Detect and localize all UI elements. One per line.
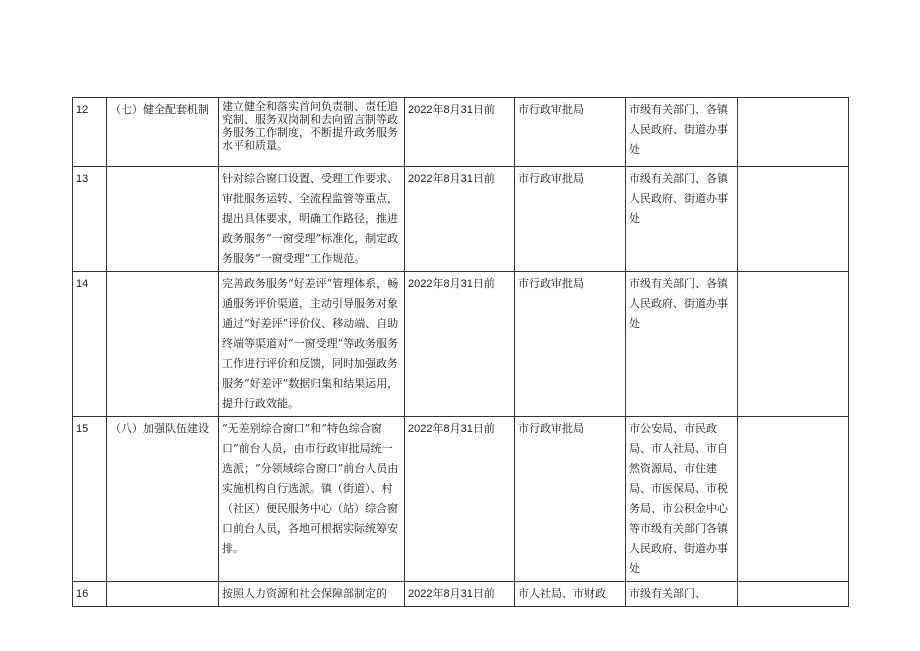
task-table: [72, 97, 849, 607]
task-category: （八）加强队伍建设: [107, 417, 219, 582]
cooperating-units: 市级有关部门、: [626, 582, 738, 607]
table-row: [73, 582, 849, 607]
table-row: [73, 167, 849, 272]
row-number: 13: [73, 167, 107, 272]
task-category: [107, 167, 219, 272]
task-category: （七）健全配套机制: [107, 98, 219, 167]
row-number: 16: [73, 582, 107, 607]
deadline: 2022年8月31日前: [405, 417, 515, 582]
cooperating-units: 市公安局、市民政局、市人社局、市自然资源局、市住建局、市医保局、市税务局、市公积金中心等市级有关部门各镇人民政府、街道办事处: [626, 417, 738, 582]
notes-cell: [738, 582, 849, 607]
lead-unit: 市行政审批局: [515, 272, 626, 417]
notes-cell: [738, 272, 849, 417]
task-content: 建立健全和落实首问负责制、责任追究制、服务双岗制和去向留言制等政务服务工作制度，不断提升政务服务水平和质量。: [219, 98, 405, 167]
table-row: [73, 417, 849, 582]
task-category: [107, 272, 219, 417]
row-number: 12: [73, 98, 107, 167]
task-content: 完善政务服务“好差评”管理体系，畅通服务评价渠道，主动引导服务对象通过“好差评”评价仪、移动端、自助终端等渠道对“一窗受理”等政务服务工作进行评价和反馈，同时加强政务服务“好差评”数据归集和结果运用，提升行政效能。: [219, 272, 405, 417]
deadline: 2022年8月31日前: [405, 272, 515, 417]
row-number: 14: [73, 272, 107, 417]
task-content: “无差别综合窗口”和“特色综合窗口”前台人员，由市行政审批局统一选派；“分领域综合窗口”前台人员由实施机构自行选派。镇（街道）、村（社区）便民服务中心（站）综合窗口前台人员，各地可根据实际统筹安排。: [219, 417, 405, 582]
notes-cell: [738, 417, 849, 582]
cooperating-units: 市级有关部门、各镇人民政府、街道办事处: [626, 272, 738, 417]
task-content: 按照人力资源和社会保障部制定的: [219, 582, 405, 607]
cooperating-units: 市级有关部门、各镇人民政府、街道办事处: [626, 98, 738, 167]
row-number: 15: [73, 417, 107, 582]
lead-unit: 市行政审批局: [515, 98, 626, 167]
task-category: [107, 582, 219, 607]
deadline: 2022年8月31日前: [405, 167, 515, 272]
deadline: 2022年8月31日前: [405, 582, 515, 607]
deadline: 2022年8月31日前: [405, 98, 515, 167]
lead-unit: 市人社局、市财政: [515, 582, 626, 607]
table-row: [73, 272, 849, 417]
task-content: 针对综合窗口设置、受理工作要求、审批服务运转、全流程监管等重点，提出具体要求，明确工作路径，推进政务服务“一窗受理”标准化，制定政务服务“一窗受理”工作规范。: [219, 167, 405, 272]
lead-unit: 市行政审批局: [515, 417, 626, 582]
table-row: [73, 98, 849, 167]
notes-cell: [738, 98, 849, 167]
lead-unit: 市行政审批局: [515, 167, 626, 272]
cooperating-units: 市级有关部门、各镇人民政府、街道办事处: [626, 167, 738, 272]
notes-cell: [738, 167, 849, 272]
